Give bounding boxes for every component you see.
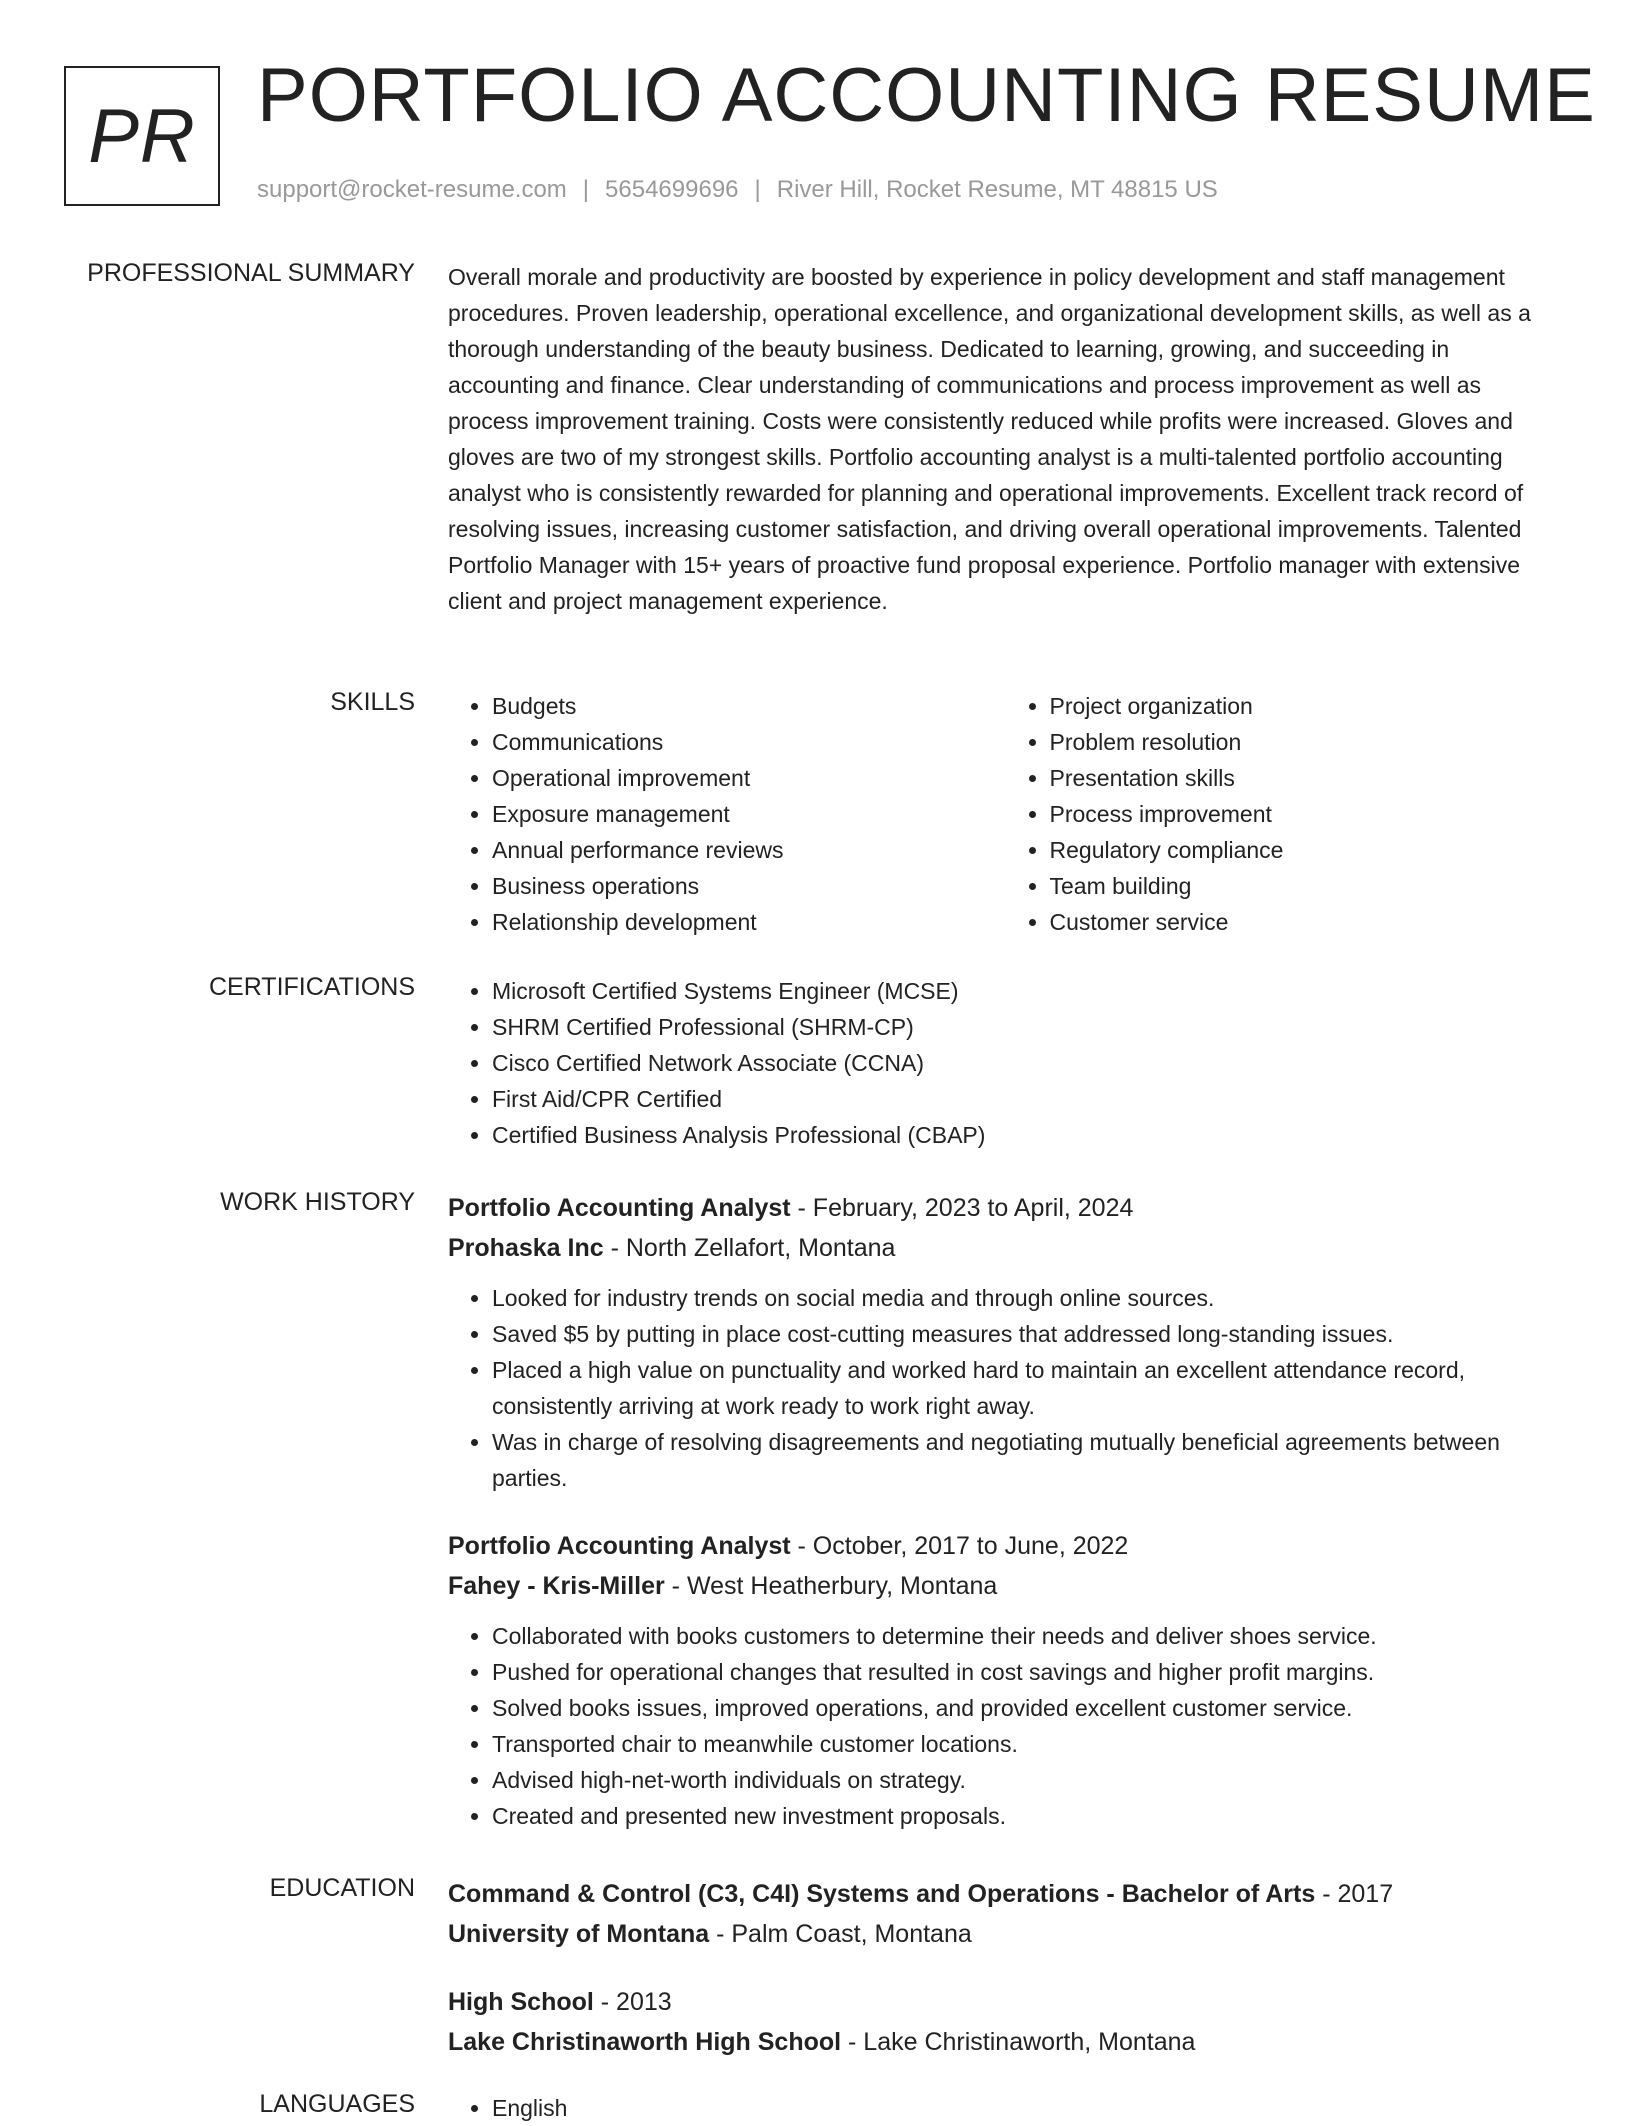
certification-item: • Microsoft Certified Systems Engineer (MCSE) (492, 973, 1563, 1009)
monogram-logo: PR (64, 66, 220, 206)
education-degree-line (448, 1982, 1563, 2022)
certification-item: • SHRM Certified Professional (SHRM-CP) (492, 1009, 1563, 1045)
job-bullets (448, 1280, 1563, 1496)
job-entry (448, 1526, 1563, 1834)
skill-item: • Problem resolution (1050, 724, 1564, 760)
contact-email[interactable]: support@rocket-resume.com (257, 176, 567, 203)
job-bullet: • Saved $5 by putting in place cost-cutting measures that addressed long-standing issues. (492, 1316, 1563, 1352)
education-school-line (448, 1914, 1563, 1954)
education-location: - Palm Coast, Montana (709, 1920, 972, 1948)
summary-text: Overall morale and productivity are boosted by experience in policy development and staff management procedures. Proven leadership, operational excellence, and organizational development skills, as well as a thorough understanding of the beauty business. Dedicated to learning, growing, and succeeding in accounting and finance. Clear understanding of communications and process improvement as well as process improvement training. Costs were consistently reduced while profits were increased. Gloves and gloves are two of my strongest skills. Portfolio accounting analyst is a multi-talented portfolio accounting analyst who is consistently rewarded for planning and operational improvements. Excellent track record of resolving issues, increasing customer satisfaction, and driving overall operational improvements. Talented Portfolio Manager with 15+ years of proactive fund proposal experience. Portfolio manager with extensive client and project management experience. (448, 264, 1531, 614)
certification-item: • Cisco Certified Network Associate (CCNA) (492, 1045, 1563, 1081)
job-dates: - February, 2023 to April, 2024 (790, 1194, 1134, 1222)
job-entry (448, 1188, 1563, 1496)
education-school: University of Montana (448, 1920, 710, 1948)
skill-item: • Operational improvement (492, 760, 1006, 796)
section-label-summary: PROFESSIONAL SUMMARY (87, 259, 415, 287)
job-title-line (448, 1188, 1563, 1228)
skills-list-right (1006, 688, 1564, 940)
skill-item: • Exposure management (492, 796, 1006, 832)
contact-separator: | (582, 176, 590, 203)
work-history-body (448, 1188, 1563, 1864)
job-bullet: • Pushed for operational changes that resulted in cost savings and higher profit margins. (492, 1654, 1563, 1690)
job-title: Portfolio Accounting Analyst (448, 1532, 791, 1560)
skill-item: • Project organization (1050, 688, 1564, 724)
job-location: - West Heatherbury, Montana (664, 1572, 998, 1600)
languages-list (448, 2090, 1563, 2126)
skill-item: • Communications (492, 724, 1006, 760)
job-bullet: • Advised high-net-worth individuals on strategy. (492, 1762, 1563, 1798)
job-dates: - October, 2017 to June, 2022 (790, 1532, 1129, 1560)
job-bullet: • Created and presented new investment proposals. (492, 1798, 1563, 1834)
education-year: - 2013 (593, 1988, 672, 2016)
education-entry (448, 1874, 1563, 1954)
job-bullet: • Transported chair to meanwhile customer locations. (492, 1726, 1563, 1762)
skill-item: • Budgets (492, 688, 1006, 724)
section-label-work-history: WORK HISTORY (220, 1188, 415, 1216)
job-company: Fahey - Kris-Miller (448, 1572, 665, 1600)
skill-item: • Team building (1050, 868, 1564, 904)
languages-body (448, 2090, 1563, 2126)
certifications-body (448, 973, 1563, 1153)
education-school-line (448, 2022, 1563, 2062)
job-bullets (448, 1618, 1563, 1834)
skills-body (448, 688, 1563, 940)
job-company: Prohaska Inc (448, 1234, 604, 1262)
contact-phone[interactable]: 5654699696 (605, 176, 739, 203)
job-bullet: • Was in charge of resolving disagreements and negotiating mutually beneficial agreements between parties. (492, 1424, 1563, 1496)
contact-address: River Hill, Rocket Resume, MT 48815 US (776, 176, 1218, 203)
skill-item: • Annual performance reviews (492, 832, 1006, 868)
contact-separator: | (754, 176, 761, 203)
summary-body (448, 259, 1563, 619)
job-title-line (448, 1526, 1563, 1566)
job-company-line (448, 1228, 1563, 1268)
skill-item: • Process improvement (1050, 796, 1564, 832)
job-bullet: • Collaborated with books customers to determine their needs and deliver shoes service. (492, 1618, 1563, 1654)
education-year: - 2017 (1315, 1880, 1394, 1908)
certifications-list (448, 973, 1563, 1153)
skill-item: • Business operations (492, 868, 1006, 904)
education-degree: Command & Control (C3, C4I) Systems and Operations - Bachelor of Arts (448, 1880, 1316, 1908)
job-bullet: • Solved books issues, improved operations, and provided excellent customer service. (492, 1690, 1563, 1726)
education-school: Lake Christinaworth High School (448, 2028, 842, 2056)
skill-item: • Regulatory compliance (1050, 832, 1564, 868)
section-label-skills: SKILLS (330, 688, 415, 716)
skill-item: • Relationship development (492, 904, 1006, 940)
contact-line (257, 176, 1218, 204)
section-label-languages: LANGUAGES (259, 2090, 415, 2118)
skill-item: • Presentation skills (1050, 760, 1564, 796)
certification-item: • First Aid/CPR Certified (492, 1081, 1563, 1117)
skills-list-left (448, 688, 1006, 940)
language-item: • English (492, 2090, 1563, 2126)
job-company-line (448, 1566, 1563, 1606)
education-degree-line (448, 1874, 1563, 1914)
certification-item: • Certified Business Analysis Professional (CBAP) (492, 1117, 1563, 1153)
job-bullet: • Placed a high value on punctuality and worked hard to maintain an excellent attendance record, consistently arriving at work ready to work right away. (492, 1352, 1563, 1424)
skill-item: • Customer service (1050, 904, 1564, 940)
education-location: - Lake Christinaworth, Montana (841, 2028, 1196, 2056)
education-entry (448, 1982, 1563, 2062)
job-bullet: • Looked for industry trends on social media and through online sources. (492, 1280, 1563, 1316)
job-title: Portfolio Accounting Analyst (448, 1194, 791, 1222)
section-label-certifications: CERTIFICATIONS (208, 973, 415, 1001)
section-label-education: EDUCATION (269, 1874, 415, 1902)
education-degree: High School (448, 1988, 594, 2016)
education-body (448, 1874, 1563, 2090)
job-location: - North Zellafort, Montana (603, 1234, 896, 1262)
resume-title: PORTFOLIO ACCOUNTING RESUME (257, 53, 1596, 138)
